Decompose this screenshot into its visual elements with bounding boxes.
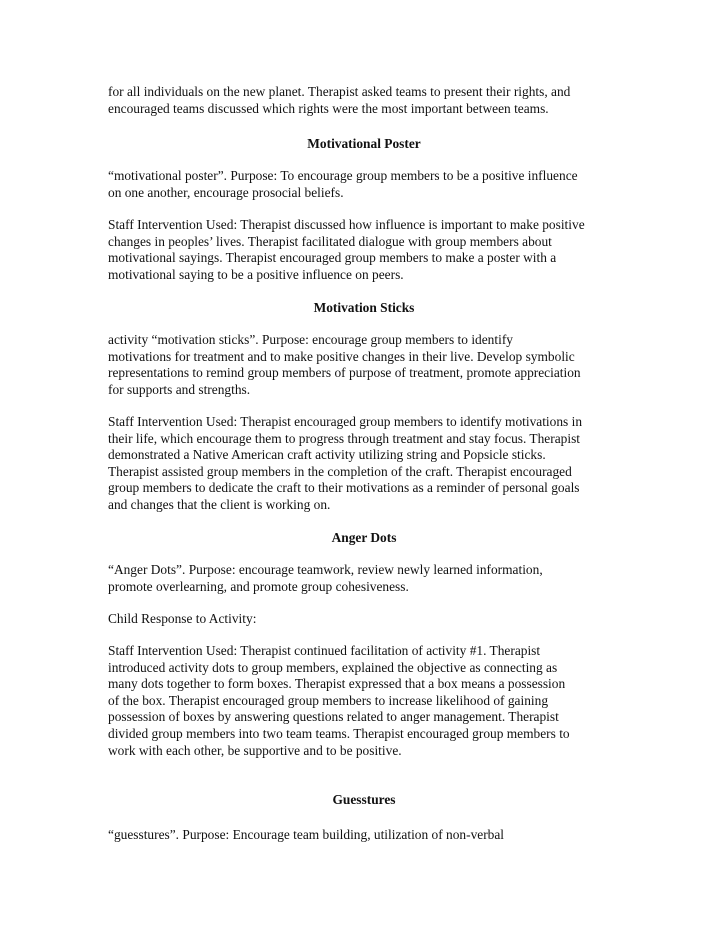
motivation-sticks-purpose bbox=[108, 332, 628, 398]
text-line: promote overlearning, and promote group cohesiveness. bbox=[108, 578, 409, 594]
text-line: for all individuals on the new planet. Therapist asked teams to present their rights, and bbox=[108, 84, 571, 99]
text-line: representations to remind group members of purpose of treatment, promote appreciation bbox=[108, 365, 581, 381]
text-line: possession of boxes by answering questions related to anger management. Therapist bbox=[108, 709, 559, 725]
anger-dots-child-response bbox=[108, 611, 628, 628]
text-line: Staff Intervention Used: Therapist discussed how influence is important to make positive bbox=[108, 217, 585, 232]
text-line: group members to dedicate the craft to their motivations as a reminder of personal goals bbox=[108, 480, 580, 496]
text-line: work with each other, be supportive and to be positive. bbox=[108, 742, 402, 758]
text-line: Staff Intervention Used: Therapist continued facilitation of activity #1. Therapist bbox=[108, 643, 541, 658]
text-line: motivations for treatment and to make positive changes in their live. Develop symbolic bbox=[108, 348, 575, 364]
section-heading-motivation-sticks: Motivation Sticks bbox=[313, 300, 415, 315]
text-line: motivational saying to be a positive influence on peers. bbox=[108, 266, 404, 282]
text-line: many dots together to form boxes. Therapist expressed that a box means a possession bbox=[108, 676, 566, 692]
text-line: of the box. Therapist encouraged group members to increase likelihood of gaining bbox=[108, 692, 549, 708]
text-line: “motivational poster”. Purpose: To encourage group members to be a positive influence bbox=[108, 168, 578, 183]
text-line: activity “motivation sticks”. Purpose: encourage group members to identify bbox=[108, 332, 513, 347]
motivation-sticks-intervention bbox=[108, 414, 628, 514]
text-line: Child Response to Activity: bbox=[108, 611, 257, 626]
text-line: their life, which encourage them to progress through treatment and stay focus. Therapist bbox=[108, 430, 581, 446]
text-line: and changes that the client is working on. bbox=[108, 496, 331, 512]
section-heading-anger-dots: Anger Dots bbox=[331, 530, 397, 545]
anger-dots-purpose bbox=[108, 562, 628, 595]
text-line: motivational sayings. Therapist encouraged group members to make a poster with a bbox=[108, 250, 557, 266]
section-heading-guesstures: Guesstures bbox=[332, 792, 396, 807]
text-line: introduced activity dots to group members, explained the objective as connecting as bbox=[108, 659, 558, 675]
text-line: demonstrated a Native American craft activity utilizing string and Popsicle sticks. bbox=[108, 447, 546, 463]
text-line: Therapist assisted group members in the completion of the craft. Therapist encouraged bbox=[108, 463, 572, 479]
anger-dots-intervention bbox=[108, 643, 628, 759]
text-line: “Anger Dots”. Purpose: encourage teamwork, review newly learned information, bbox=[108, 562, 543, 577]
section-heading-motivational-poster: Motivational Poster bbox=[307, 136, 421, 151]
intro-paragraph bbox=[108, 84, 628, 117]
text-line: Staff Intervention Used: Therapist encouraged group members to identify motivations in bbox=[108, 414, 583, 429]
text-line: “guesstures”. Purpose: Encourage team building, utilization of non-verbal bbox=[108, 827, 505, 842]
guesstures-purpose bbox=[108, 827, 628, 844]
motivational-poster-purpose bbox=[108, 168, 628, 201]
text-line: encouraged teams discussed which rights were the most important between teams. bbox=[108, 100, 549, 116]
text-line: divided group members into two team teams. Therapist encouraged group members to bbox=[108, 725, 570, 741]
motivational-poster-intervention bbox=[108, 217, 628, 283]
text-line: on one another, encourage prosocial beliefs. bbox=[108, 184, 344, 200]
text-line: for supports and strengths. bbox=[108, 381, 251, 397]
text-line: changes in peoples’ lives. Therapist facilitated dialogue with group members about bbox=[108, 233, 552, 249]
